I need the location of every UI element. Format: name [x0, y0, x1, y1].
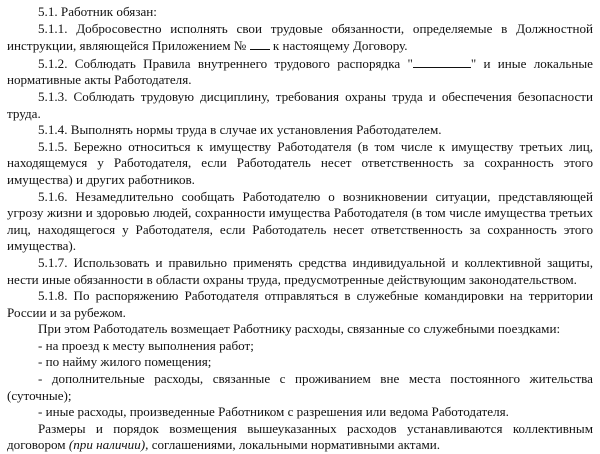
clause-5-1-2	[7, 55, 593, 89]
clause-5-1-6: 5.1.6. Незамедлительно сообщать Работодателю о возникновении ситуации, представляющей угрозу жизни и здоровью людей, сохранности имущества Работодателя (в том числе имущества третьих лиц, находящегося у Работодателя, если Работодатель несет ответственность за сохранность этого имущества).	[7, 188, 593, 254]
clause-5-1-1-text: 5.1.1. Добросовестно исполнять свои трудовые обязанности, определяемые в Должностной инструкции, являющейся Приложением №	[7, 20, 593, 54]
clause-5-1-7: 5.1.7. Использовать и правильно применять средства индивидуальной и коллективной защиты, нести иные обязанности в области охраны труда, предусмотренные действующим законодательством.	[7, 254, 593, 287]
clause-5-1-2-tail: " и иные локальные нормативные акты Работодателя.	[7, 55, 593, 88]
company-name-blank	[413, 55, 471, 68]
expense-item-travel: - на проезд к месту выполнения работ;	[38, 337, 254, 353]
clause-5-1-3: 5.1.3. Соблюдать трудовую дисциплину, требования охраны труда и обеспечения безопасности труда.	[7, 88, 593, 121]
clause-5-1-4: 5.1.4. Выполнять нормы труда в случае их установления Работодателем.	[38, 122, 442, 138]
expense-item-other: - иные расходы, произведенные Работником с разрешения или ведома Работодателя.	[38, 404, 509, 420]
expense-item-housing: - по найму жилого помещения;	[38, 354, 212, 370]
clause-5-1-2-text: 5.1.2. Соблюдать Правила внутреннего трудового распорядка "	[38, 55, 413, 71]
clause-5-1-8: 5.1.8. По распоряжению Работодателя отправляться в служебные командировки на территории России и за рубежом.	[7, 288, 593, 320]
expense-item-per-diem: - дополнительные расходы, связанные с проживанием вне места постоянного жительства (суточные);	[7, 371, 593, 403]
expenses-intro: При этом Работодатель возмещает Работнику расходы, связанные со служебными поездками:	[38, 321, 561, 337]
final-paragraph	[7, 421, 593, 454]
clause-5-1-5: 5.1.5. Бережно относиться к имуществу Работодателя (в том числе к имуществу третьих лиц, находящемуся у Работодателя, если Работодатель несет ответственность за сохранность этого имущества) и других работников.	[7, 138, 593, 187]
clause-5-1-1	[7, 21, 593, 55]
italic-note: (при наличии)	[68, 437, 146, 453]
clause-5-1-1-tail: к настоящему Договору.	[272, 38, 408, 54]
appendix-number-blank	[250, 37, 270, 50]
section-heading: 5.1. Работник обязан:	[38, 4, 157, 19]
final-paragraph-text: Размеры и порядок возмещения вышеуказанных расходов устанавливаются коллективным договором	[7, 420, 593, 453]
final-paragraph-tail: , соглашениями, локальными нормативными актами.	[145, 437, 441, 453]
